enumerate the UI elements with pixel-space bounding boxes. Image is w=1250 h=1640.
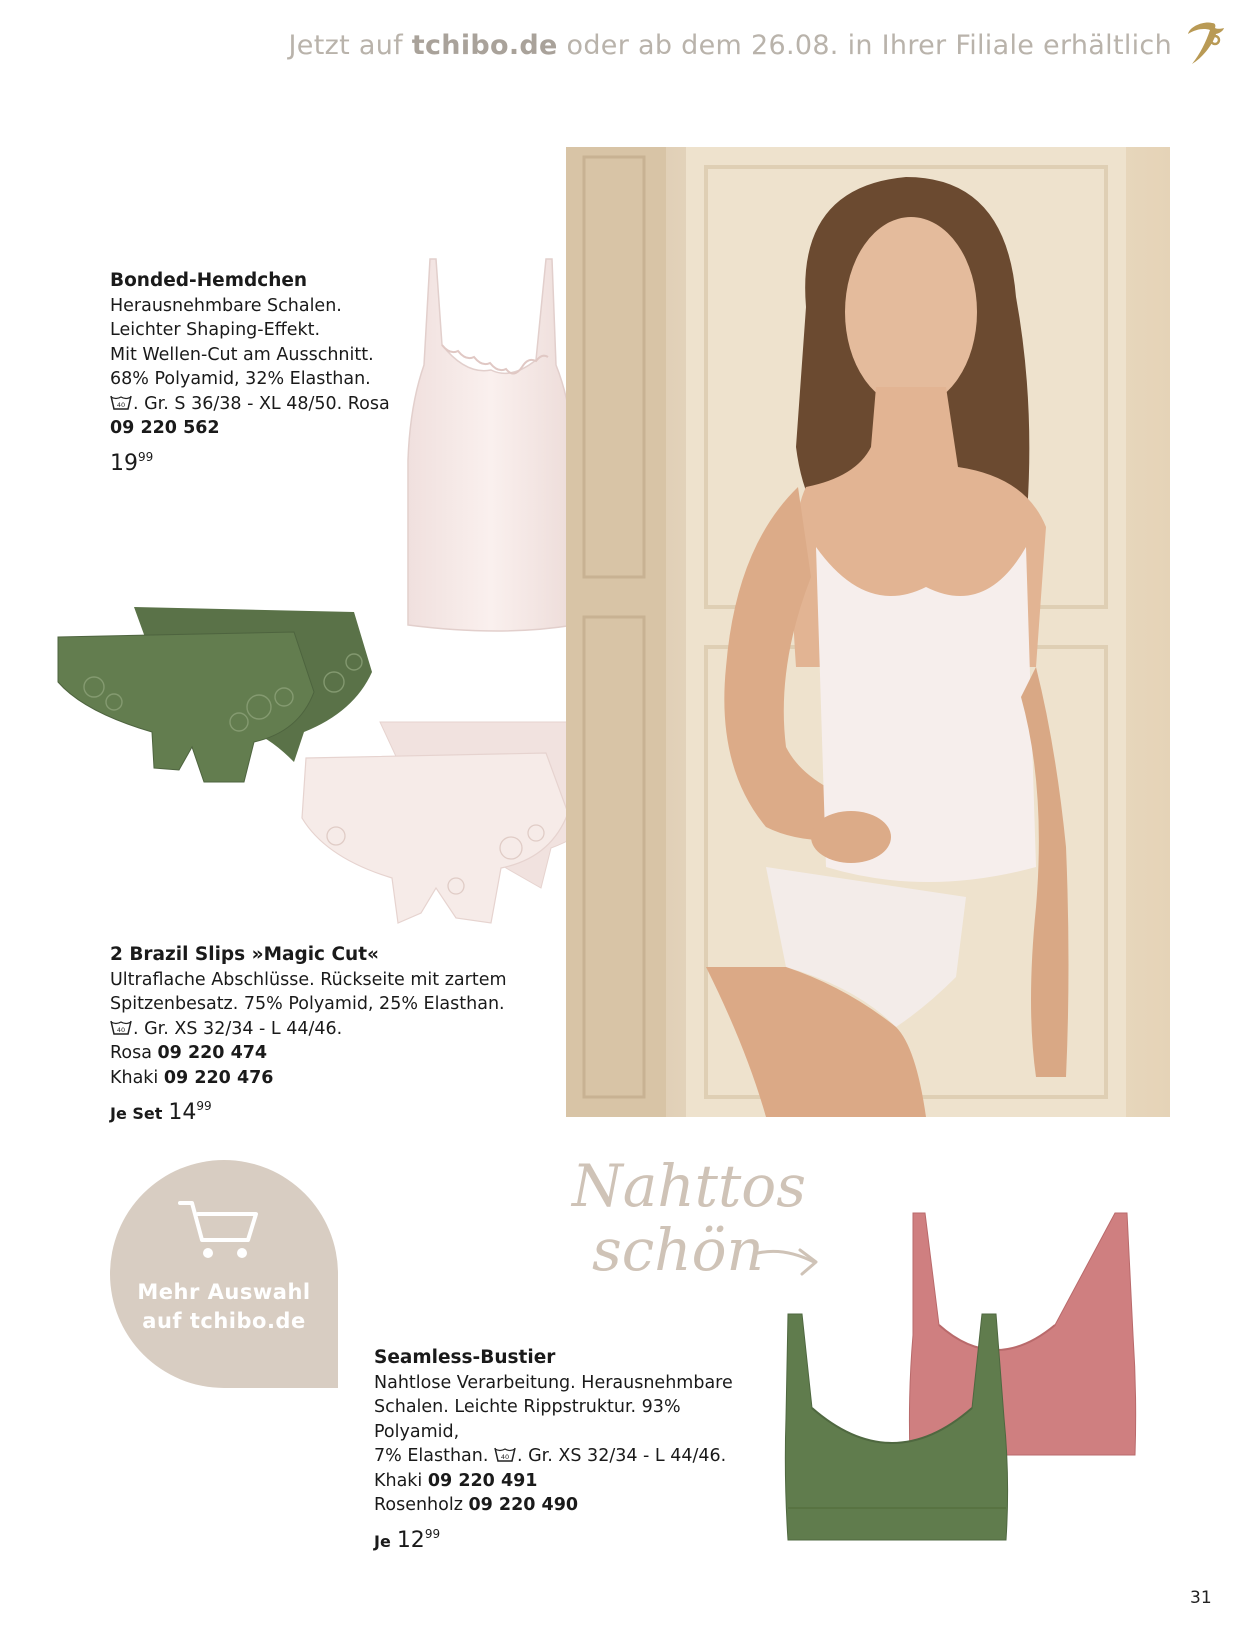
product-title: Seamless-Bustier — [374, 1347, 556, 1368]
product-hemdchen: Bonded-Hemdchen Herausnehmbare Schalen. Leichter Shaping-Effekt. Mit Wellen-Cut am Ausschnitt. 68% Polyamid, 32% Elasthan. 40 . Gr. S 36/38 - XL 48/50. Rosa 09 220 562 $19^{99}$ — [110, 269, 530, 476]
article-number: 09 220 490 — [468, 1495, 579, 1515]
model-photo-scene — [566, 147, 1170, 1117]
khaki-bustier-image — [782, 1308, 1012, 1544]
script-headline-1: Nahttos — [572, 1152, 806, 1220]
product-title: 2 Brazil Slips »Magic Cut« — [110, 944, 379, 965]
article-number: 09 220 491 — [427, 1470, 538, 1491]
product-title: Bonded-Hemdchen — [110, 270, 308, 291]
page-number: 31 — [1190, 1588, 1212, 1608]
svg-text:40: 40 — [116, 400, 126, 409]
more-selection-button[interactable]: Mehr Auswahl auf tchibo.de — [110, 1160, 338, 1388]
washing-40-icon — [494, 1446, 516, 1463]
header-site-link[interactable]: tchibo.de — [411, 30, 558, 61]
product-slips: 2 Brazil Slips »Magic Cut« Ultraflache Abschlüsse. Rückseite mit zartem Spitzenbesatz. 75% Polyamid, 25% Elasthan. 40 . Gr. XS 32/34 - L 44/46. Rosa 09 220 474 Khaki 09 220 476 Je Set $14^{99}$ — [110, 943, 540, 1127]
svg-text:40: 40 — [500, 1453, 510, 1461]
article-number: 09 220 476 — [163, 1067, 274, 1088]
svg-text:40: 40 — [116, 1025, 126, 1034]
article-number: 09 220 474 — [157, 1043, 268, 1063]
washing-40-icon — [110, 1019, 132, 1036]
script-headline-2: schön — [592, 1216, 764, 1284]
price: Je $12^{99}$ — [374, 1526, 441, 1553]
product-bustier: Seamless-Bustier Nahtlose Verarbeitung. Herausnehmbare Schalen. Leichte Rippstruktur. 93% Polyamid, 7% Elasthan. 40 . Gr. XS 32/34 - L 44/46. Khaki 09 220 491 Rosenholz 09 220 490 Je $12^{99}$ — [374, 1346, 764, 1554]
arrow-icon — [752, 1240, 822, 1280]
tchibo-logo-icon[interactable] — [1182, 20, 1226, 66]
shopping-cart-icon — [178, 1200, 260, 1262]
price: Je Set $14^{99}$ — [110, 1099, 212, 1125]
price: $19^{99}$ — [110, 449, 154, 476]
washing-40-icon — [110, 394, 132, 411]
model-photo — [566, 147, 1170, 1117]
article-number: 09 220 562 — [110, 418, 220, 438]
header-availability: Jetzt auf tchibo.de oder ab dem 26.08. in Ihrer Filiale erhältlich — [288, 30, 1172, 61]
